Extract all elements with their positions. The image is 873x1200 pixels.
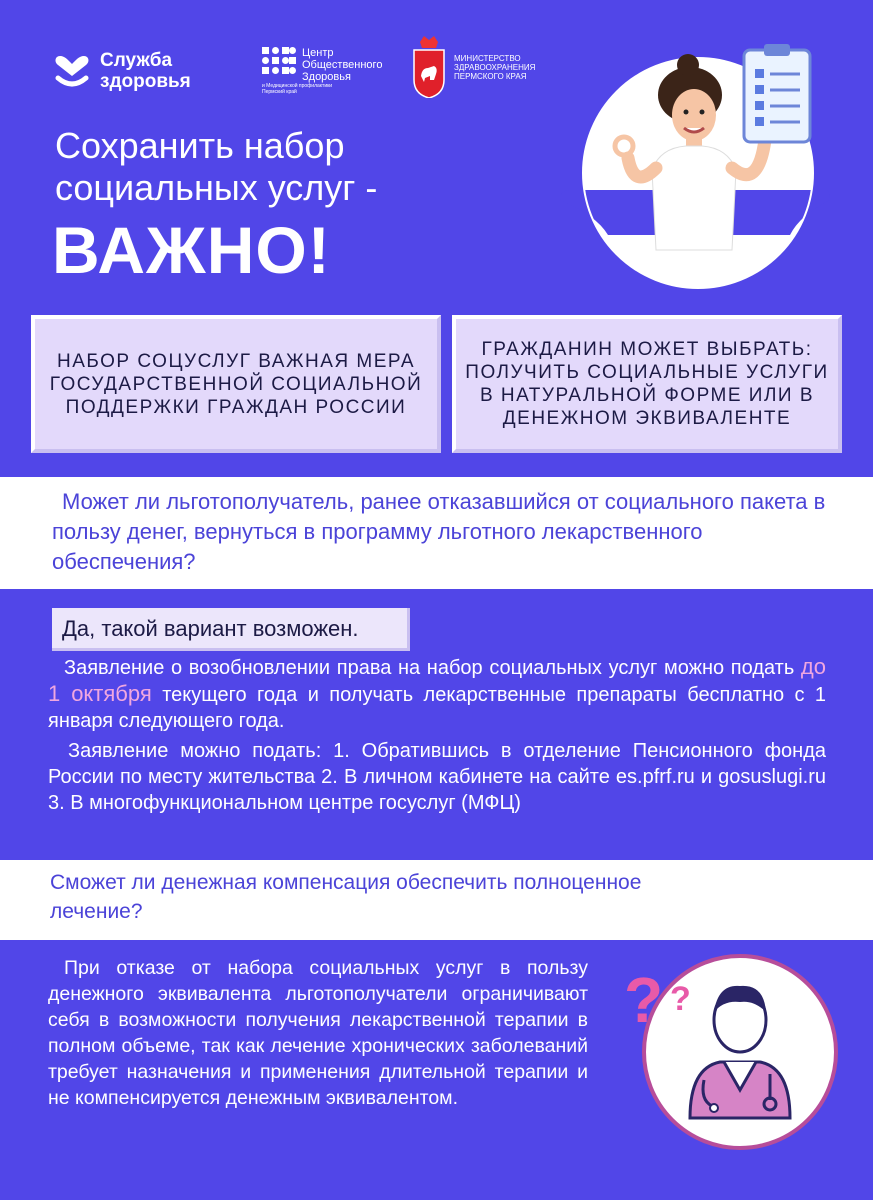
doctor-question-icon — [620, 940, 840, 1160]
svg-text:?: ? — [670, 980, 691, 1018]
logo-line2: здоровья — [100, 71, 191, 92]
ministry-logo — [412, 36, 572, 106]
ministry-line1: МИНИСТЕРСТВО — [454, 54, 521, 63]
info-box-text: НАБОР СОЦУСЛУГ ВАЖНАЯ МЕРА ГОСУДАРСТВЕННОЙ СОЦИАЛЬНОЙ ПОДДЕРЖКИ ГРАЖДАН РОССИИ — [49, 350, 423, 418]
center-sub2: Пермский край — [262, 89, 297, 95]
info-box-text: ГРАЖДАНИН МОЖЕТ ВЫБРАТЬ: ПОЛУЧИТЬ СОЦИАЛЬНЫЕ УСЛУГИ В НАТУРАЛЬНОЙ ФОРМЕ ИЛИ В ДЕНЕЖНОМ ЭКВИВАЛЕНТЕ — [465, 339, 829, 429]
headline-line1: Сохранить набор — [55, 125, 345, 166]
heart-smile-icon — [52, 50, 92, 90]
info-box-choice — [452, 315, 842, 453]
doctor-checklist-illustration — [560, 40, 830, 290]
question-band-1 — [0, 477, 873, 589]
question-1: Может ли льготополучатель, ранее отказавшийся от социального пакета в пользу денег, вернуться в программу льготного лекарственного обеспечения? — [52, 489, 826, 574]
answer-label — [52, 608, 410, 651]
para1-after: текущего года и получать лекарственные препараты бесплатно с 1 января следующего года. — [48, 684, 826, 732]
headline-line2: социальных услуг - — [55, 167, 378, 208]
sluzhba-zdorovya-logo — [52, 48, 222, 98]
center-line2: Общественного — [302, 59, 383, 71]
para1-before: Заявление о возобновлении права на набор социальных услуг можно подать — [64, 657, 801, 679]
ministry-line2: ЗДРАВООХРАНЕНИЯ — [454, 63, 536, 72]
question-band-2 — [0, 860, 873, 940]
public-health-center-logo — [262, 47, 412, 102]
center-sub1: и Медицинской профилактики — [262, 83, 333, 89]
headline — [55, 125, 435, 209]
ministry-line3: ПЕРМСКОГО КРАЯ — [454, 72, 527, 81]
info-box-soc-services — [31, 315, 441, 453]
paragraph-how-to-apply: Заявление можно подать: 1. Обратившись в отделение Пенсионного фонда России по месту жительства 2. В личном кабинете на сайте es.pfrf.ru и gosuslugi.ru 3. В многофункциональном центре госуслуг (МФЦ) — [48, 740, 826, 814]
paragraph-monetary-compensation: При отказе от набора социальных услуг в пользу денежного эквивалента льготополучатели ограничивают себя в возможности получения лекарственной терапии в полном объеме, так как лечение хронических заболеваний требует назначения и применения длительной терапии и не компенсируется денежным эквивалентом. — [48, 957, 588, 1109]
perm-krai-emblem-icon — [412, 36, 446, 98]
center-line1: Центр — [302, 47, 334, 59]
paragraph-application-deadline — [48, 654, 826, 734]
center-line3: Здоровья — [302, 71, 351, 83]
deadline-highlight: до 1 октября — [48, 654, 826, 706]
dots-grid-icon — [262, 47, 296, 81]
svg-text:?: ? — [624, 964, 664, 1036]
answer-text: Да, такой вариант возможен. — [62, 616, 359, 641]
question-2: Сможет ли денежная компенсация обеспечить полноценное лечение? — [50, 871, 642, 923]
headline-emphasis: ВАЖНО! — [52, 213, 331, 287]
logo-line1: Служба — [100, 50, 173, 71]
